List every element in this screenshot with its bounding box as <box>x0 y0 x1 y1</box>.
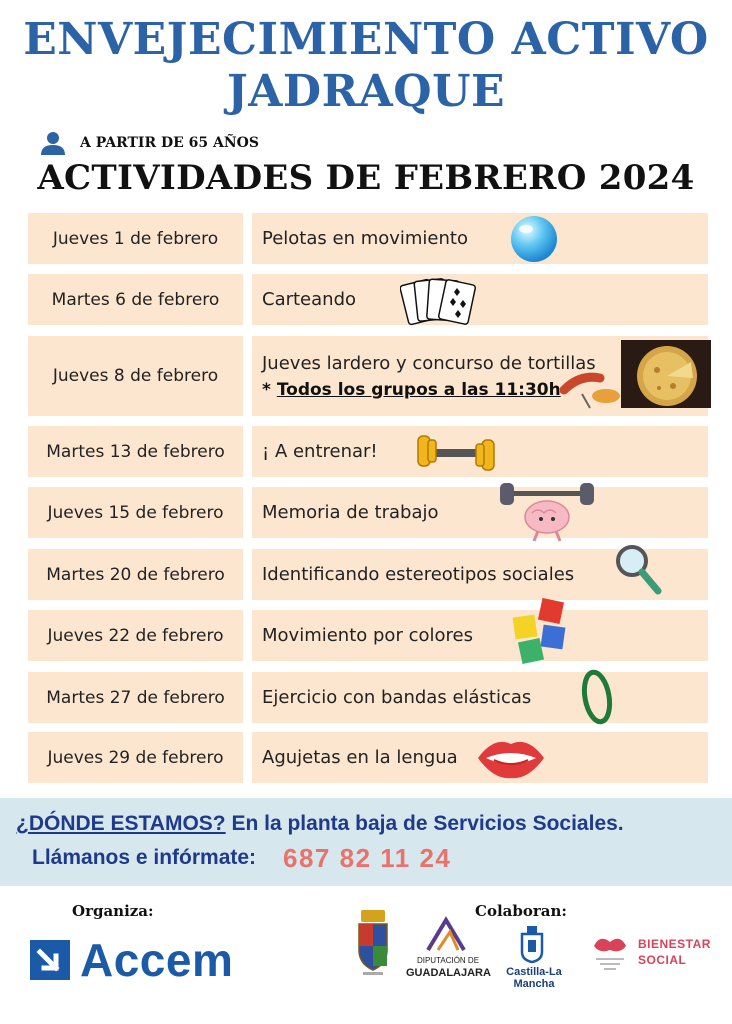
activity-row <box>28 426 708 477</box>
activity-cell <box>252 213 708 264</box>
activity-date: Martes 6 de febrero <box>28 274 243 325</box>
person-icon <box>40 131 66 155</box>
activity-cell <box>252 336 708 416</box>
activity-cell <box>252 732 708 783</box>
activity-date: Martes 27 de febrero <box>28 672 243 723</box>
activity-row <box>28 549 708 600</box>
magnifier-icon <box>614 543 664 599</box>
castilla-la-mancha-logo-icon <box>518 924 546 964</box>
activity-cell <box>252 274 708 325</box>
location-answer: En la planta baja de Servicios Sociales. <box>225 812 624 835</box>
title-line-2: JADRAQUE <box>226 66 506 117</box>
activity-row <box>28 336 708 416</box>
activity-row <box>28 672 708 723</box>
activity-cell <box>252 487 708 538</box>
info-banner <box>0 798 732 886</box>
activity-cell <box>252 610 708 661</box>
accem-wordmark: Accem <box>80 934 234 986</box>
elastic-band-icon <box>580 668 614 726</box>
activity-name: ¡ A entrenar! <box>262 441 378 462</box>
phone-number[interactable]: 687 82 11 24 <box>283 843 452 873</box>
activity-date: Martes 13 de febrero <box>28 426 243 477</box>
activity-date: Jueves 22 de febrero <box>28 610 243 661</box>
organiza-label: Organiza: <box>72 902 154 920</box>
activity-name: Memoria de trabajo <box>262 502 439 523</box>
sausage-bread-icon <box>560 366 622 410</box>
activity-name: Movimiento por colores <box>262 625 473 646</box>
puzzle-icon <box>510 598 576 668</box>
activity-row <box>28 487 708 538</box>
bienestar-social-logo-icon <box>590 932 630 974</box>
jadraque-coat-of-arms-icon <box>355 908 391 980</box>
castilla-la-mancha-name: Castilla-La Mancha <box>506 966 562 990</box>
dumbbell-icon <box>416 432 496 474</box>
title-line-1: ENVEJECIMIENTO ACTIVO <box>23 14 709 65</box>
activity-name: Jueves lardero y concurso de tortillas <box>262 352 596 374</box>
activity-name: Identificando estereotipos sociales <box>262 564 575 585</box>
age-note-text: A PARTIR DE 65 AÑOS <box>80 135 259 151</box>
bienestar-line-1: BIENESTAR <box>638 937 711 951</box>
accem-logo <box>30 933 233 987</box>
note-text: Todos los grupos a las 11:30h <box>276 379 561 400</box>
activity-date: Jueves 8 de febrero <box>28 336 243 416</box>
diputacion-line-2: GUADALAJARA <box>406 967 491 979</box>
location-question: ¿DÓNDE ESTAMOS? <box>16 812 226 835</box>
accem-logo-icon <box>30 940 70 980</box>
brain-lifting-icon <box>500 483 594 543</box>
diputacion-line-1: DIPUTACIÓN DE <box>416 956 480 965</box>
activity-cell <box>252 426 708 477</box>
ball-icon <box>508 215 560 263</box>
activity-row <box>28 732 708 783</box>
activity-name: Agujetas en la lengua <box>262 747 458 768</box>
activity-cell <box>252 672 708 723</box>
activity-note <box>262 380 596 400</box>
tortilla-photo-icon <box>621 340 711 408</box>
page-subtitle: ACTIVIDADES DE FEBRERO 2024 <box>37 158 695 198</box>
call-label: Llámanos e infórmate: <box>32 846 257 869</box>
activity-date: Jueves 15 de febrero <box>28 487 243 538</box>
activity-row <box>28 274 708 325</box>
lips-icon <box>474 734 548 782</box>
activity-date: Martes 20 de febrero <box>28 549 243 600</box>
note-prefix: * <box>262 379 277 400</box>
activity-date: Jueves 1 de febrero <box>28 213 243 264</box>
activity-cell <box>252 549 708 600</box>
age-note <box>40 131 259 155</box>
activity-name: Carteando <box>262 289 357 310</box>
location-line <box>16 812 624 836</box>
diputacion-logo-icon <box>424 916 468 954</box>
colaboran-label: Colaboran: <box>475 902 567 920</box>
activity-name: Ejercicio con bandas elásticas <box>262 687 532 708</box>
activity-date: Jueves 29 de febrero <box>28 732 243 783</box>
playing-cards-icon <box>400 274 480 328</box>
activity-row <box>28 213 708 264</box>
activity-row <box>28 610 708 661</box>
activity-name: Pelotas en movimiento <box>262 228 468 249</box>
bienestar-line-2: SOCIAL <box>638 953 687 967</box>
